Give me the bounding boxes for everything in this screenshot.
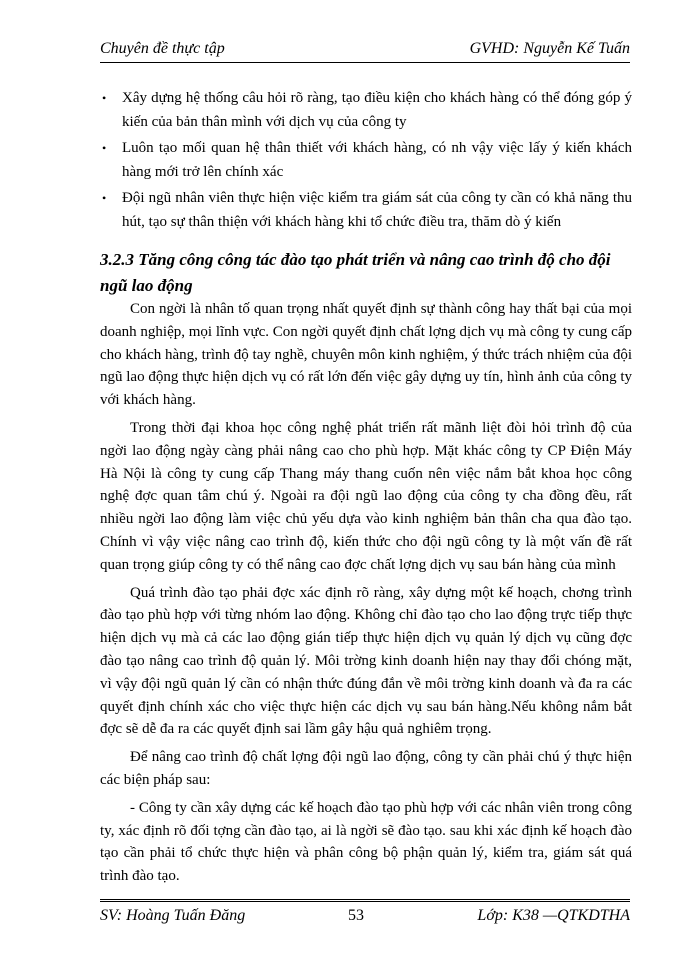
footer-student: SV: Hoàng Tuấn Đăng bbox=[100, 907, 246, 924]
page-footer bbox=[100, 905, 630, 929]
footer-rule bbox=[100, 899, 630, 902]
list-item bbox=[100, 186, 632, 234]
section-heading: 3.2.3 Tăng công công tác đào tạo phát triển và nâng cao trình độ cho đội ngũ lao động bbox=[100, 250, 611, 295]
footer-class: Lớp: K38 —QTKDTHA bbox=[477, 907, 630, 924]
bullet-text: Đội ngũ nhân viên thực hiện việc kiểm tra giám sát của công ty cần có khả năng thu hút, tạo sự thân thiện với khách hàng khi tổ chức điều tra, thăm dò ý kiến bbox=[122, 190, 632, 230]
body-text bbox=[100, 298, 632, 893]
page-number: 53 bbox=[348, 907, 364, 924]
header-subject: Chuyên đề thực tập bbox=[100, 40, 225, 57]
paragraph: - Công ty cần xây dựng các kế hoạch đào tạo phù hợp với các nhân viên trong công ty, xác định rõ đối tợng cần đào tạo, ai là ngời sẽ đào tạo. sau khi xác định kế hoạch đào tạo cần phải tổ chức thực hiện và phân công bộ phận quản lý, kiểm tra, giám sát quá trình đào tạo. bbox=[100, 799, 632, 885]
header-rule bbox=[100, 62, 630, 63]
paragraph: Trong thời đại khoa học công nghệ phát triển rất mãnh liệt đòi hỏi trình độ của ngời lao động ngày càng phải nâng cao cho phù hợp. Mặt khác công ty CP Điện Máy Hà Nội là công ty cung cấp Thang máy thang cuốn nên việc nắm bắt khoa học công nghệ đợc quan tâm chú ý. Ngoài ra đội ngũ lao động của công ty cha đồng đều, rất nhiều ngời lao động làm việc chủ yếu dựa vào kinh nghiệm bản thân cha qua đào tạo. Chính vì vậy việc nâng cao trình độ, kiến thức cho đội ngũ công ty là một vấn đề rất quan trọng giúp công ty có thể nâng cao đợc chất lợng dịch vụ sau bán hàng của mình bbox=[100, 419, 632, 573]
bullet-text: Xây dựng hệ thống câu hỏi rõ ràng, tạo điều kiện cho khách hàng có thể đóng góp ý kiến của bản thân mình với dịch vụ của công ty bbox=[122, 90, 632, 130]
bullet-icon: • bbox=[102, 191, 107, 205]
list-item bbox=[100, 136, 632, 184]
bullet-icon: • bbox=[102, 141, 107, 155]
page-header bbox=[100, 38, 630, 62]
header-supervisor: GVHD: Nguyễn Kế Tuấn bbox=[469, 40, 630, 57]
bullet-text: Luôn tạo mối quan hệ thân thiết với khách hàng, có nh vậy việc lấy ý kiến khách hàng mới trở lên chính xác bbox=[122, 140, 632, 180]
paragraph: Quá trình đào tạo phải đợc xác định rõ ràng, xây dựng một kế hoạch, chơng trình đào tạo phù hợp với từng nhóm lao động. Không chỉ đào tạo cho lao động trực tiếp thực hiện dịch vụ mà cả các lao động gián tiếp thực hiện dịch vụ quản lý dịch vụ cũng đợc đào tạo nâng cao trình độ quản lý. Môi trờng kinh doanh hiện nay thay đổi chóng mặt, vì vậy đội ngũ quản lý cần có nhận thức đúng đắn về môi trờng kinh doanh và đa ra các quyết định chính xác cho việc thực hiện các dịch vụ sau bán hàng.Nếu không nắm bắt đợc sẽ dễ đa ra các quyết định sai lầm gây hậu quả nghiêm trọng. bbox=[100, 584, 632, 738]
paragraph: Để nâng cao trình độ chất lợng đội ngũ lao động, công ty cần phải chú ý thực hiện các biện pháp sau: bbox=[100, 749, 632, 788]
bullet-icon: • bbox=[102, 91, 107, 105]
list-item bbox=[100, 86, 632, 134]
paragraph: Con ngời là nhân tố quan trọng nhất quyết định sự thành công hay thất bại của mọi doanh nghiệp, mọi lĩnh vực. Con ngời quyết định chất lợng dịch vụ mà công ty cung cấp cho khách hàng, trình độ tay nghề, chuyên môn kinh nghiệm, ý thức trách nhiệm của đội ngũ lao động thực hiện dịch vụ có rất lớn đến việc gây dựng uy tín, hình ảnh của công ty với khách hàng. bbox=[100, 301, 632, 409]
bullet-list bbox=[100, 86, 632, 236]
